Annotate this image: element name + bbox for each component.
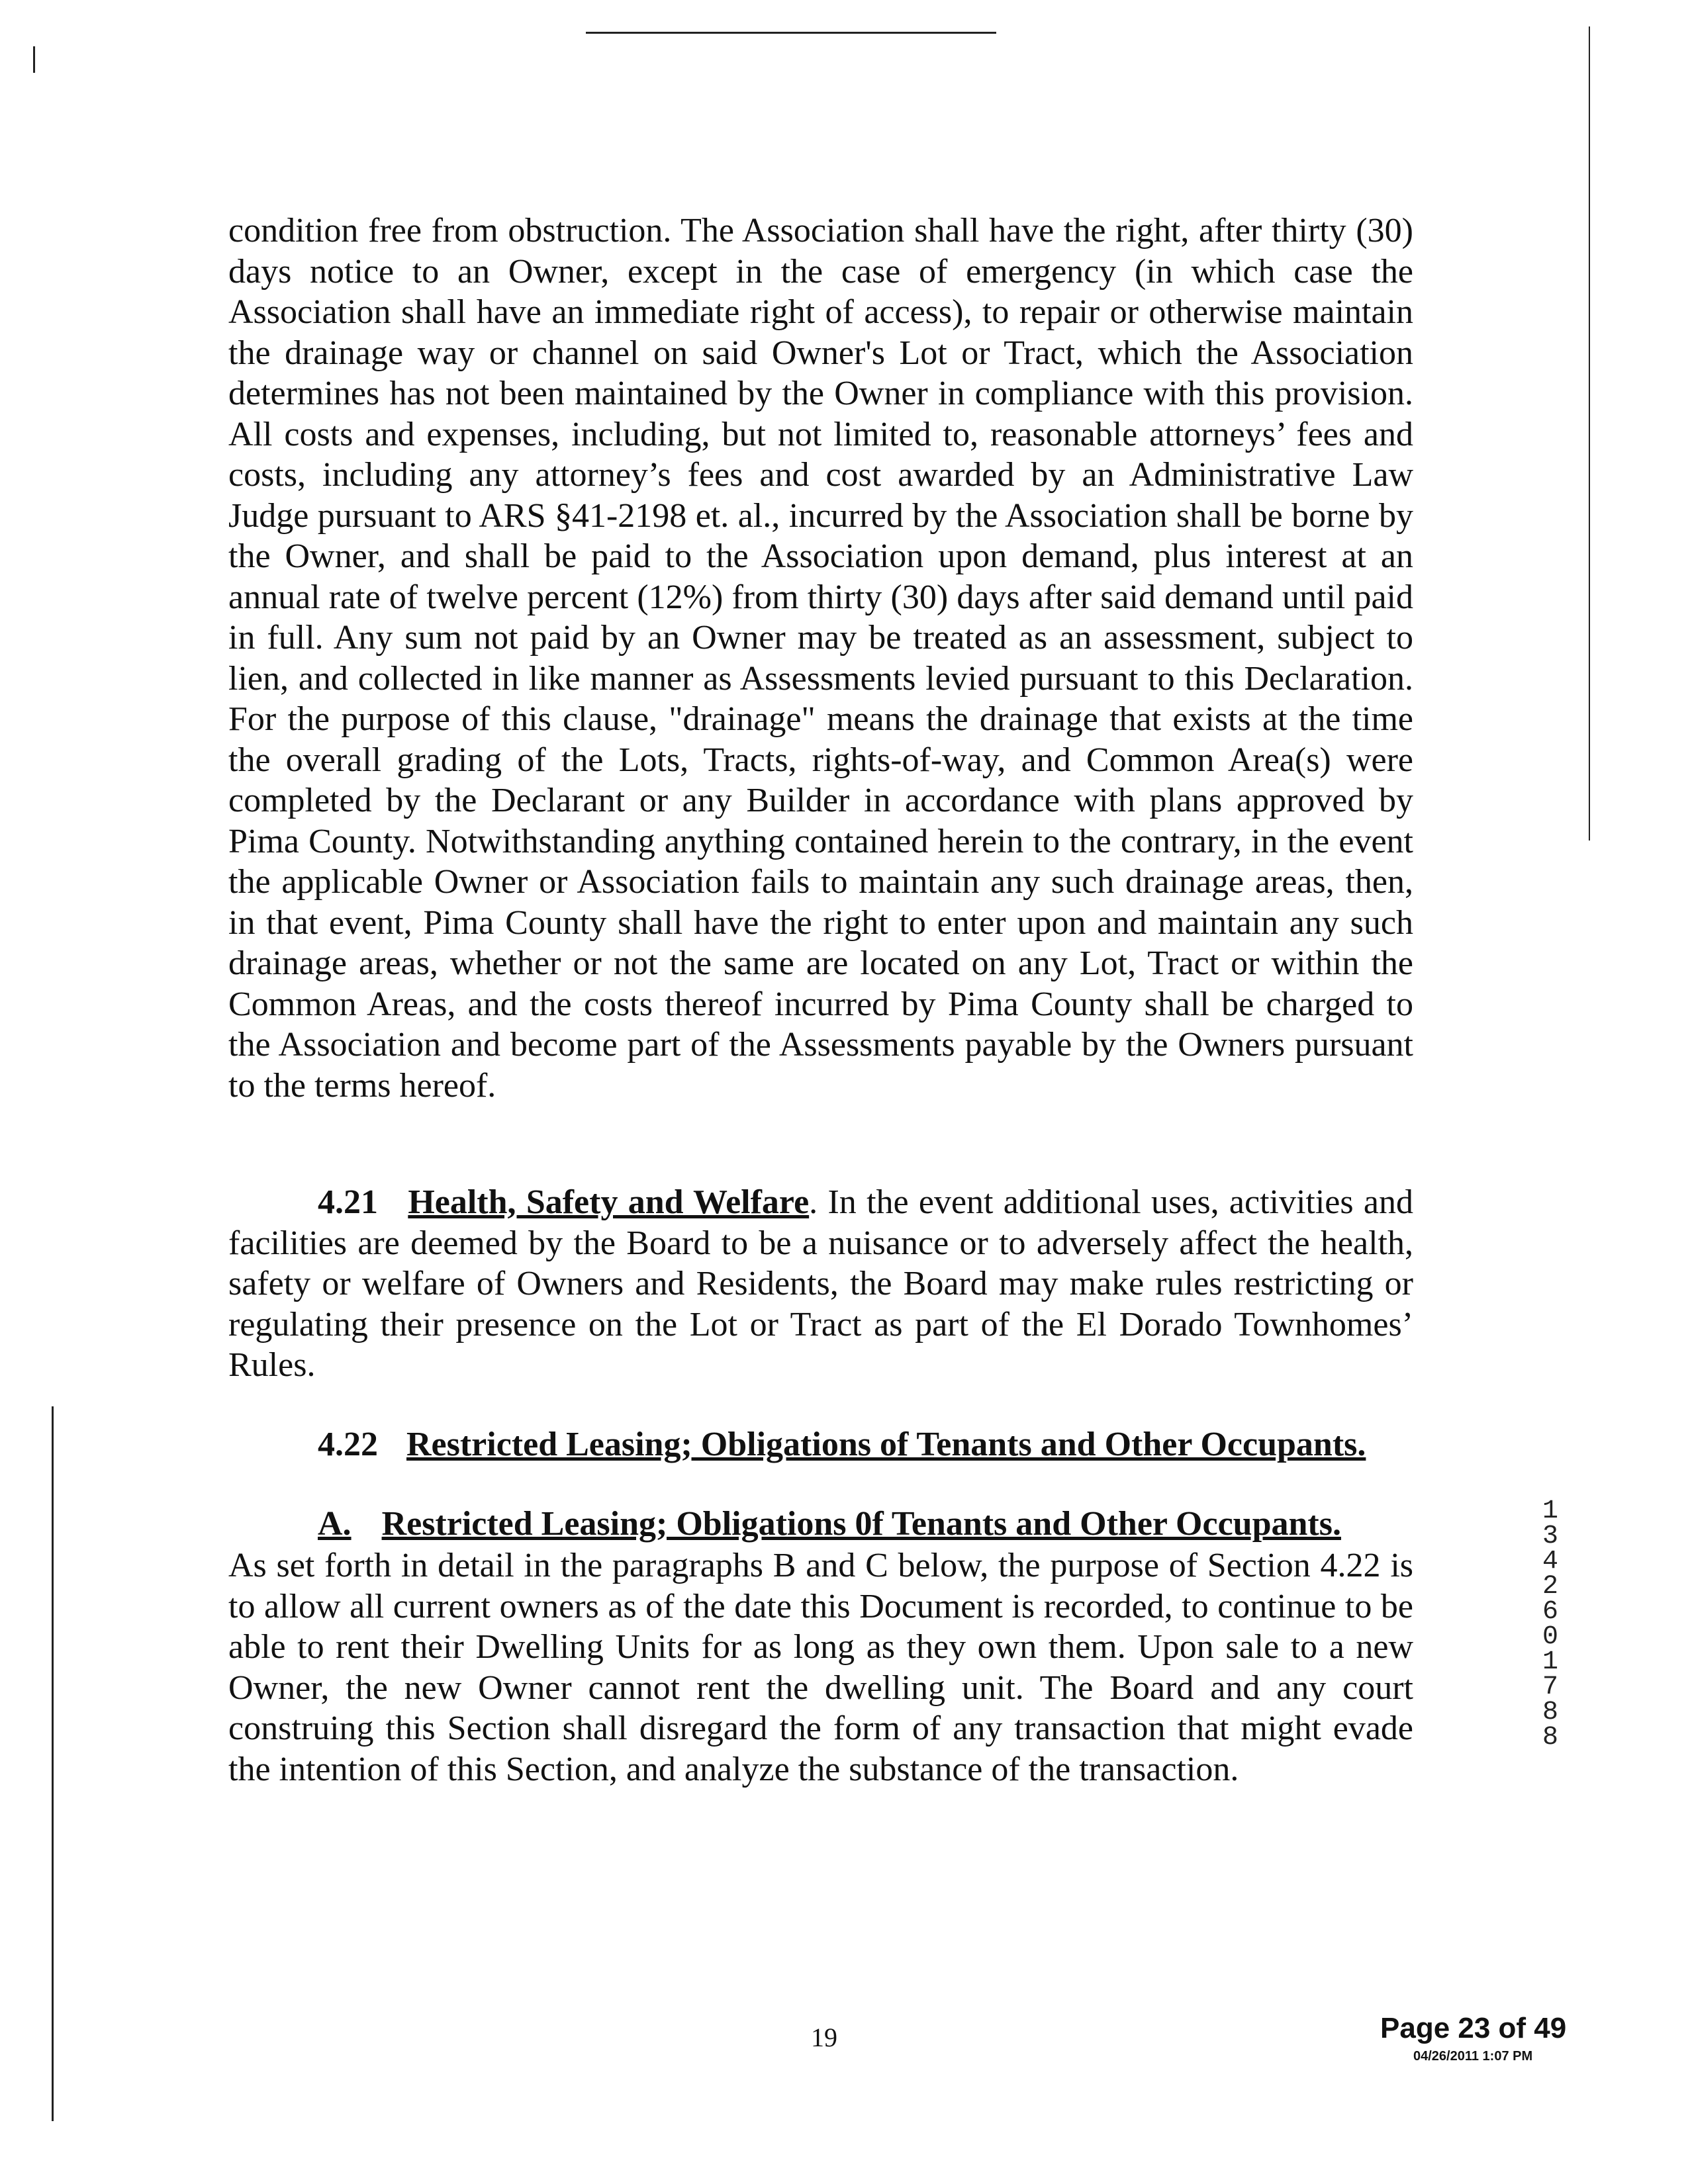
section-4-21-title: Health, Safety and Welfare: [408, 1183, 810, 1221]
section-4-21: [228, 1182, 1413, 1386]
section-4-21-text: . In the event additional uses, activities and facilities are deemed by the Board to be a nuisance or to adversely affect the health, safety or welfare of Owners and Residents, the Board may make rules restricting or regulating their presence on the Lot or Tract as part of the El Dorado Townhomes’ Rules.: [228, 1183, 1414, 1384]
section-4-22-number: 4.22: [318, 1426, 378, 1463]
section-4-21-number: 4.21: [318, 1183, 378, 1221]
left-margin-line: [52, 1406, 54, 2121]
top-rule: [586, 32, 996, 34]
left-margin-mark: [33, 46, 35, 73]
right-margin-line: [1589, 26, 1590, 841]
section-4-22-title: Restricted Leasing; Obligations of Tenants and Other Occupants.: [406, 1426, 1366, 1463]
page-timestamp: 04/26/2011 1:07 PM: [1413, 2049, 1533, 2064]
recording-number: 13426 01788: [1542, 1496, 1558, 1752]
page-stamp: Page 23 of 49: [1380, 2012, 1567, 2044]
section-4-22-heading: [318, 1424, 1443, 1465]
subsection-a-text: As set forth in detail in the paragraphs B and C below, the purpose of Section 4.22 is to allow all current owners as of the date this Document is recorded, to continue to be able to rent their Dwelling Units for as long as they own them. Upon sale to a new Owner, the new Owner cannot rent the dwelling unit. The Board and any court construing this Section shall disregard the form of any transaction that might evade the intention of this Section, and analyze the substance of the transaction.: [228, 1547, 1413, 1788]
page-number: 19: [811, 2023, 837, 2052]
subsection-a-heading: [318, 1504, 1443, 1545]
subsection-a-title: Restricted Leasing; Obligations 0f Tenants and Other Occupants.: [381, 1505, 1341, 1543]
subsection-a-label: A.: [318, 1505, 352, 1543]
paragraph-drainage: condition free from obstruction. The Association shall have the right, after thirty (30) days notice to an Owner, except in the case of emergency (in which case the Association shall have an immediate right of access), to repair or otherwise maintain the drainage way or channel on said Owner's Lot or Tract, which the Association determines has not been maintained by the Owner in compliance with this provision. All costs and expenses, including, but not limited to, reasonable attorneys’ fees and costs, including any attorney’s fees and cost awarded by an Administrative Law Judge pursuant to ARS §41-2198 et. al., incurred by the Association shall be borne by the Owner, and shall be paid to the Association upon demand, plus interest at an annual rate of twelve percent (12%) from thirty (30) days after said demand until paid in full. Any sum not paid by an Owner may be treated as an assessment, subject to lien, and collected in like manner as Assessments levied pursuant to this Declaration. For the purpose of this clause, "drainage" means the drainage that exists at the time the overall grading of the Lots, Tracts, rights-of-way, and Common Area(s) were completed by the Declarant or any Builder in accordance with plans approved by Pima County. Notwithstanding anything contained herein to the contrary, in the event the applicable Owner or Association fails to maintain any such drainage areas, then, in that event, Pima County shall have the right to enter upon and maintain any such drainage areas, whether or not the same are located on any Lot, Tract or within the Common Areas, and the costs thereof incurred by Pima County shall be charged to the Association and become part of the Assessments payable by the Owners pursuant to the terms hereof.: [228, 212, 1413, 1105]
